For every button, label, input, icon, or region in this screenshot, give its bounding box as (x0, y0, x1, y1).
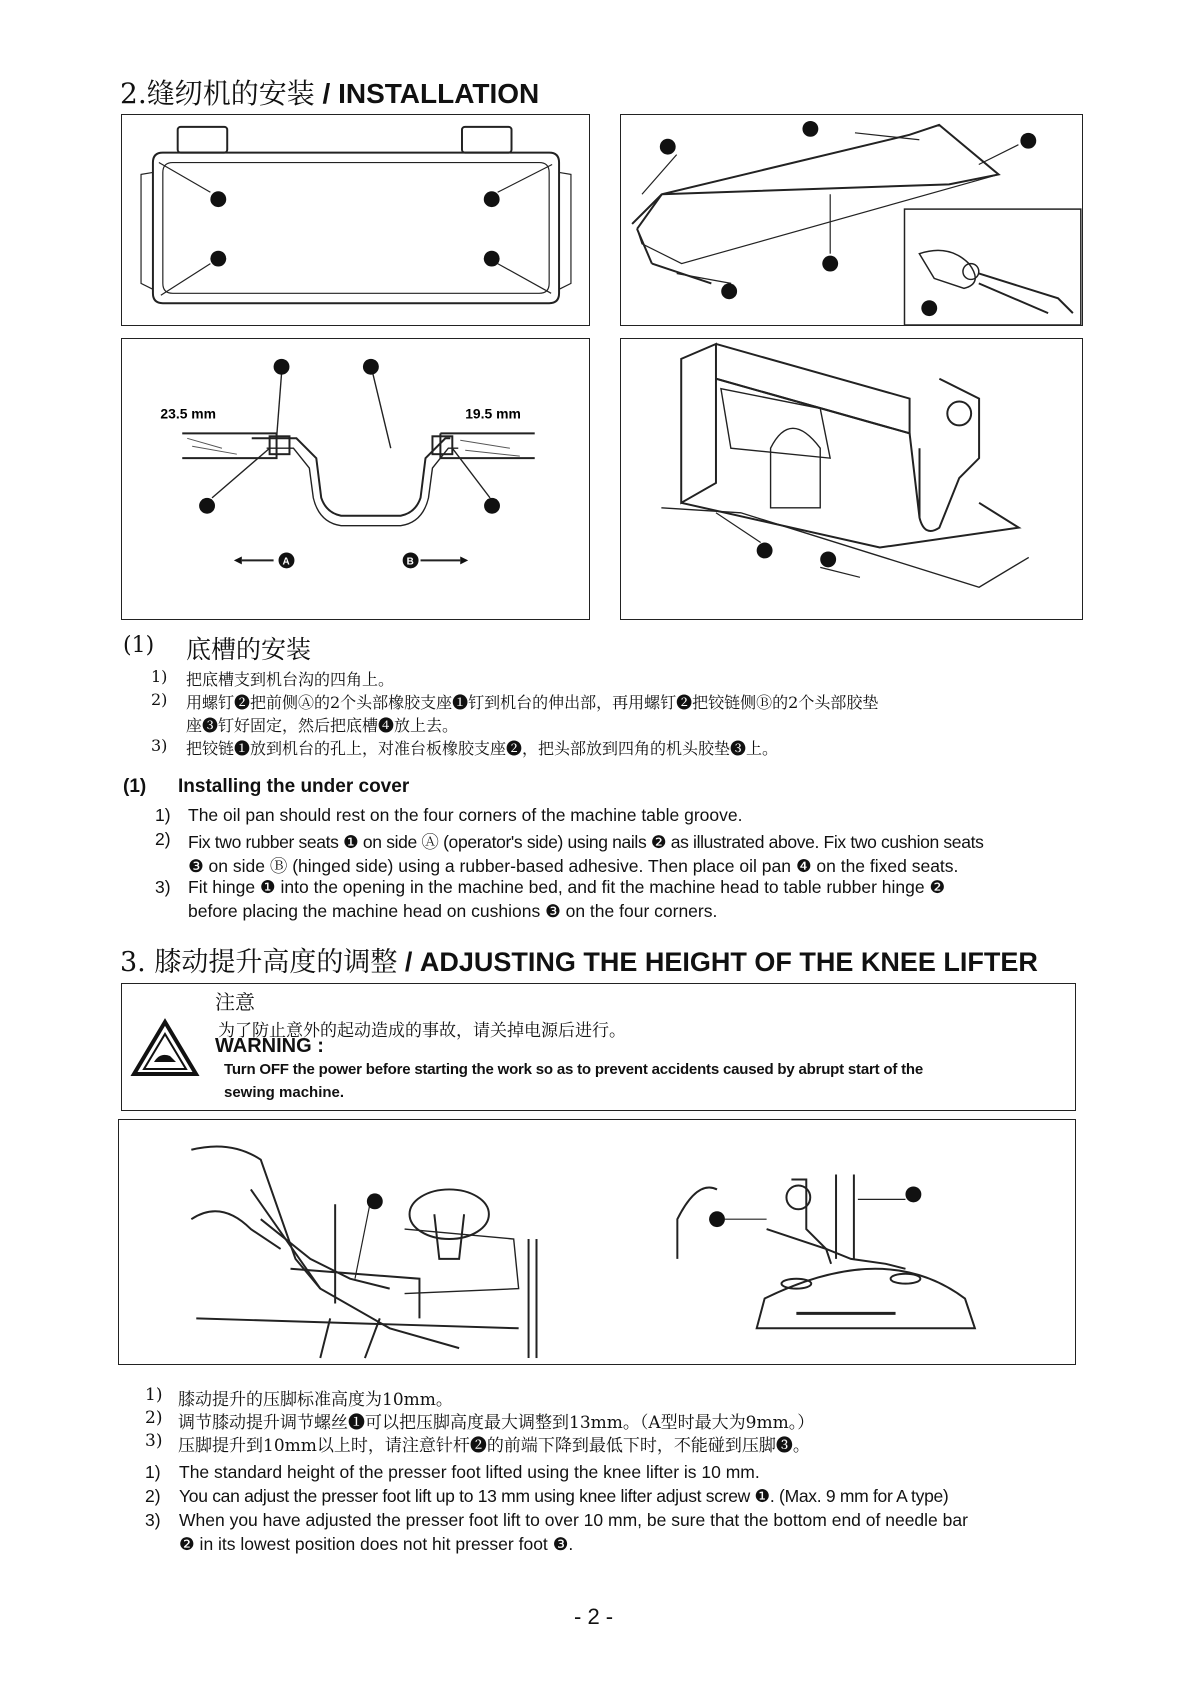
sub1-en-line-5: before placing the machine head on cushions ❸ on the four corners. (188, 901, 718, 921)
sub1-cn-line-3: 座❸钉好固定，然后把底槽❹放上去。 (186, 716, 459, 735)
warning-text-en-2: sewing machine. (224, 1084, 345, 1101)
warning-label-cn: 注意 (215, 990, 255, 1014)
sub1-cn-line-2: 用螺钉❷把前侧Ⓐ的2个头部橡胶支座❶钉到机台的伸出部，再用螺钉❷把铰链侧Ⓑ的2个头部胶垫 (186, 693, 879, 712)
sub1-en-line-4: Fit hinge ❶ into the opening in the machine bed, and fit the machine head to table rubber hinge ❷ (188, 877, 946, 897)
knee-en-line-3: When you have adjusted the presser foot lift to over 10 mm, be sure that the bottom end of needle bar (179, 1510, 968, 1530)
sub1-title-cn: 底槽的安装 (186, 635, 312, 664)
knee-en-line-2: You can adjust the presser foot lift up to 13 mm using knee lifter adjust screw ❶. (Max. 9 mm for A type) (179, 1486, 949, 1506)
dim-left-label: 23.5 mm (160, 405, 217, 422)
figure-oil-pan-top-view (121, 114, 590, 326)
figure-table-hinge-view (620, 114, 1083, 326)
sub1-en-line-1: The oil pan should rest on the four corners of the machine table groove. (188, 805, 743, 825)
figure-oil-pan-cross-section (121, 338, 590, 620)
section-3-title-cn: 3. 膝动提升高度的调整 (120, 947, 398, 978)
knee-cn-line-2: 调节膝动提升调节螺丝❶可以把压脚高度最大调整到13mm。（A型时最大为9mm。） (178, 1413, 815, 1433)
knee-cn-line-1: 膝动提升的压脚标准高度为10mm。 (178, 1390, 453, 1410)
sub1-num-en: (1) (123, 776, 147, 797)
warning-label-en: WARNING : (215, 1035, 324, 1057)
sub1-title-en: Installing the under cover (178, 776, 410, 797)
knee-en-line-1: The standard height of the presser foot lifted using the knee lifter is 10 mm. (179, 1462, 760, 1482)
page-number: - 2 - (574, 1604, 614, 1629)
warning-text-cn: 为了防止意外的起动造成的事故，请关掉电源后进行。 (218, 1021, 626, 1041)
sub1-cn-line-4: 把铰链❶放到机台的孔上，对准台板橡胶支座❷，把头部放到四角的机头胶垫❸上。 (186, 739, 779, 758)
section-2-title: 2.缝纫机的安装 / INSTALLATION (120, 77, 540, 110)
section-2-title-cn: 2.缝纫机的安装 (120, 77, 315, 110)
figure-knee-lifter (118, 1119, 1076, 1365)
side-b-marker: B (406, 556, 414, 568)
sub1-cn-line-1: 把底槽支到机台沟的四角上。 (186, 670, 395, 689)
figure-sewing-machine (620, 338, 1083, 620)
section-2-title-en: INSTALLATION (338, 78, 540, 109)
warning-triangle-icon (130, 1018, 200, 1078)
warning-text-en-1: Turn OFF the power before starting the work so as to prevent accidents caused by abrupt start of the (224, 1061, 924, 1078)
sub1-en-line-2: Fix two rubber seats ❶ on side Ⓐ (operator's side) using nails ❷ as illustrated above. Fix two cushion seats (188, 832, 984, 852)
sub1-num-cn: (1) (123, 633, 155, 658)
section-3-title: 3. 膝动提升高度的调整 / ADJUSTING THE HEIGHT OF THE KNEE LIFTER (120, 947, 1038, 978)
dim-right-label: 19.5 mm (465, 405, 521, 422)
sub1-en-line-3: ❸ on side Ⓑ (hinged side) using a rubber-based adhesive. Then place oil pan ❹ on the fixed seats. (188, 856, 959, 876)
knee-cn-line-3: 压脚提升到10mm以上时，请注意针杆❷的前端下降到最低下时，不能碰到压脚❸。 (178, 1436, 810, 1456)
section-3-title-en: ADJUSTING THE HEIGHT OF THE KNEE LIFTER (419, 947, 1038, 977)
knee-en-line-4: ❷ in its lowest position does not hit presser foot ❸. (179, 1534, 574, 1554)
side-a-marker: A (282, 556, 290, 568)
